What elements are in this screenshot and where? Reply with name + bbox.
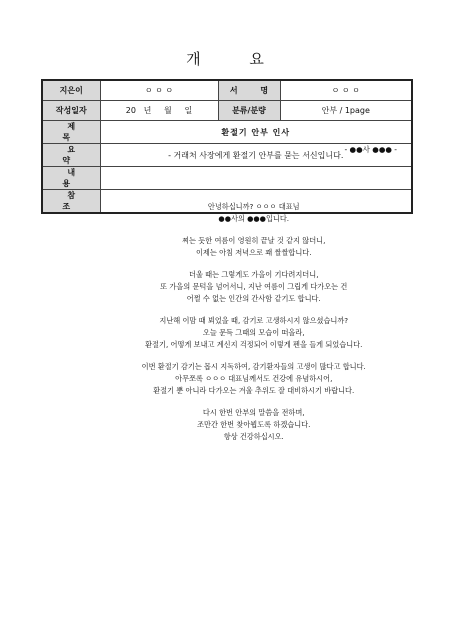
letter-line: 더울 때는 그렇게도 가을이 기다려지더니, — [189, 270, 319, 279]
author-label: 지은이 — [42, 80, 100, 101]
letter-line: 찌는 듯한 여름이 영원히 끝날 것 같지 않더니, — [182, 236, 326, 245]
letter-line: 항상 건강하십시오. — [223, 432, 284, 441]
letter-line: 안녕하십니까? ㅇㅇㅇ 대표님 — [207, 202, 300, 211]
subject-value[interactable]: 환절기 안부 인사 — [100, 121, 412, 144]
sign-value[interactable]: ㅇ ㅇ ㅇ — [280, 80, 412, 101]
letter-paragraph — [109, 407, 400, 443]
letter-line: 조만간 한번 찾아뵙도록 하겠습니다. — [197, 420, 311, 429]
category-label: 분류/분량 — [218, 101, 280, 121]
date-label: 작성일자 — [42, 101, 100, 121]
letter-line: 이번 환절기 감기는 몹시 지독하여, 감기환자들의 고생이 많다고 합니다. — [141, 362, 366, 371]
category-value[interactable]: 안부 / 1page — [280, 101, 412, 121]
letter-line: 다시 한번 안부의 말씀을 전하며, — [202, 408, 305, 417]
letter-paragraph — [109, 361, 400, 397]
subject-label: 제 목 — [42, 121, 100, 144]
letter-line: 이제는 아침 저녁으로 꽤 쌀쌀합니다. — [195, 248, 312, 257]
signature: - ●●사 ●●● - — [344, 145, 397, 154]
letter-line: 아무쪼록 ㅇㅇㅇ 대표님께서도 건강에 유념하시어, — [175, 374, 333, 383]
summary-label: 요 약 — [42, 144, 100, 167]
letter-line: 어쩔 수 없는 인간의 간사함 같기도 합니다. — [186, 294, 321, 303]
summary-value[interactable]: - 거래처 사장에게 환절기 안부를 묻는 서신입니다. — [100, 144, 412, 167]
reference-label: 참 조 — [42, 190, 100, 214]
letter-paragraph — [109, 269, 400, 305]
document-form — [41, 79, 413, 441]
letter-body — [109, 201, 400, 453]
letter-line: 지난해 이맘 때 뵈었을 때, 감기로 고생하시지 않으셨습니까? — [159, 316, 349, 325]
letter-line: 오늘 문득 그때의 모습이 떠올라, — [202, 328, 305, 337]
author-row — [42, 80, 412, 101]
content-row — [42, 167, 412, 190]
author-value[interactable]: ㅇ ㅇ ㅇ — [100, 80, 218, 101]
letter-line: 또 가을의 문턱을 넘어서니, 지난 여름이 그립게 다가오는 건 — [160, 282, 348, 291]
date-value[interactable]: 20 년 월 일 — [100, 101, 218, 121]
page-title: 개 요 — [186, 50, 286, 68]
sign-label: 서 명 — [218, 80, 280, 101]
content-label: 내 용 — [42, 167, 100, 190]
letter-line: 환절기 뿐 아니라 다가오는 겨울 추위도 잘 대비하시기 바랍니다. — [153, 386, 355, 395]
letter-paragraph — [109, 201, 400, 225]
letter-paragraph — [109, 315, 400, 351]
letter-line: ●●사의 ●●●입니다. — [218, 214, 290, 223]
subject-row — [42, 121, 412, 144]
letter-line: 환절기, 어떻게 보내고 계신지 걱정되어 이렇게 펜을 들게 되었습니다. — [145, 340, 363, 349]
letter-paragraph — [109, 235, 400, 259]
date-row — [42, 101, 412, 121]
